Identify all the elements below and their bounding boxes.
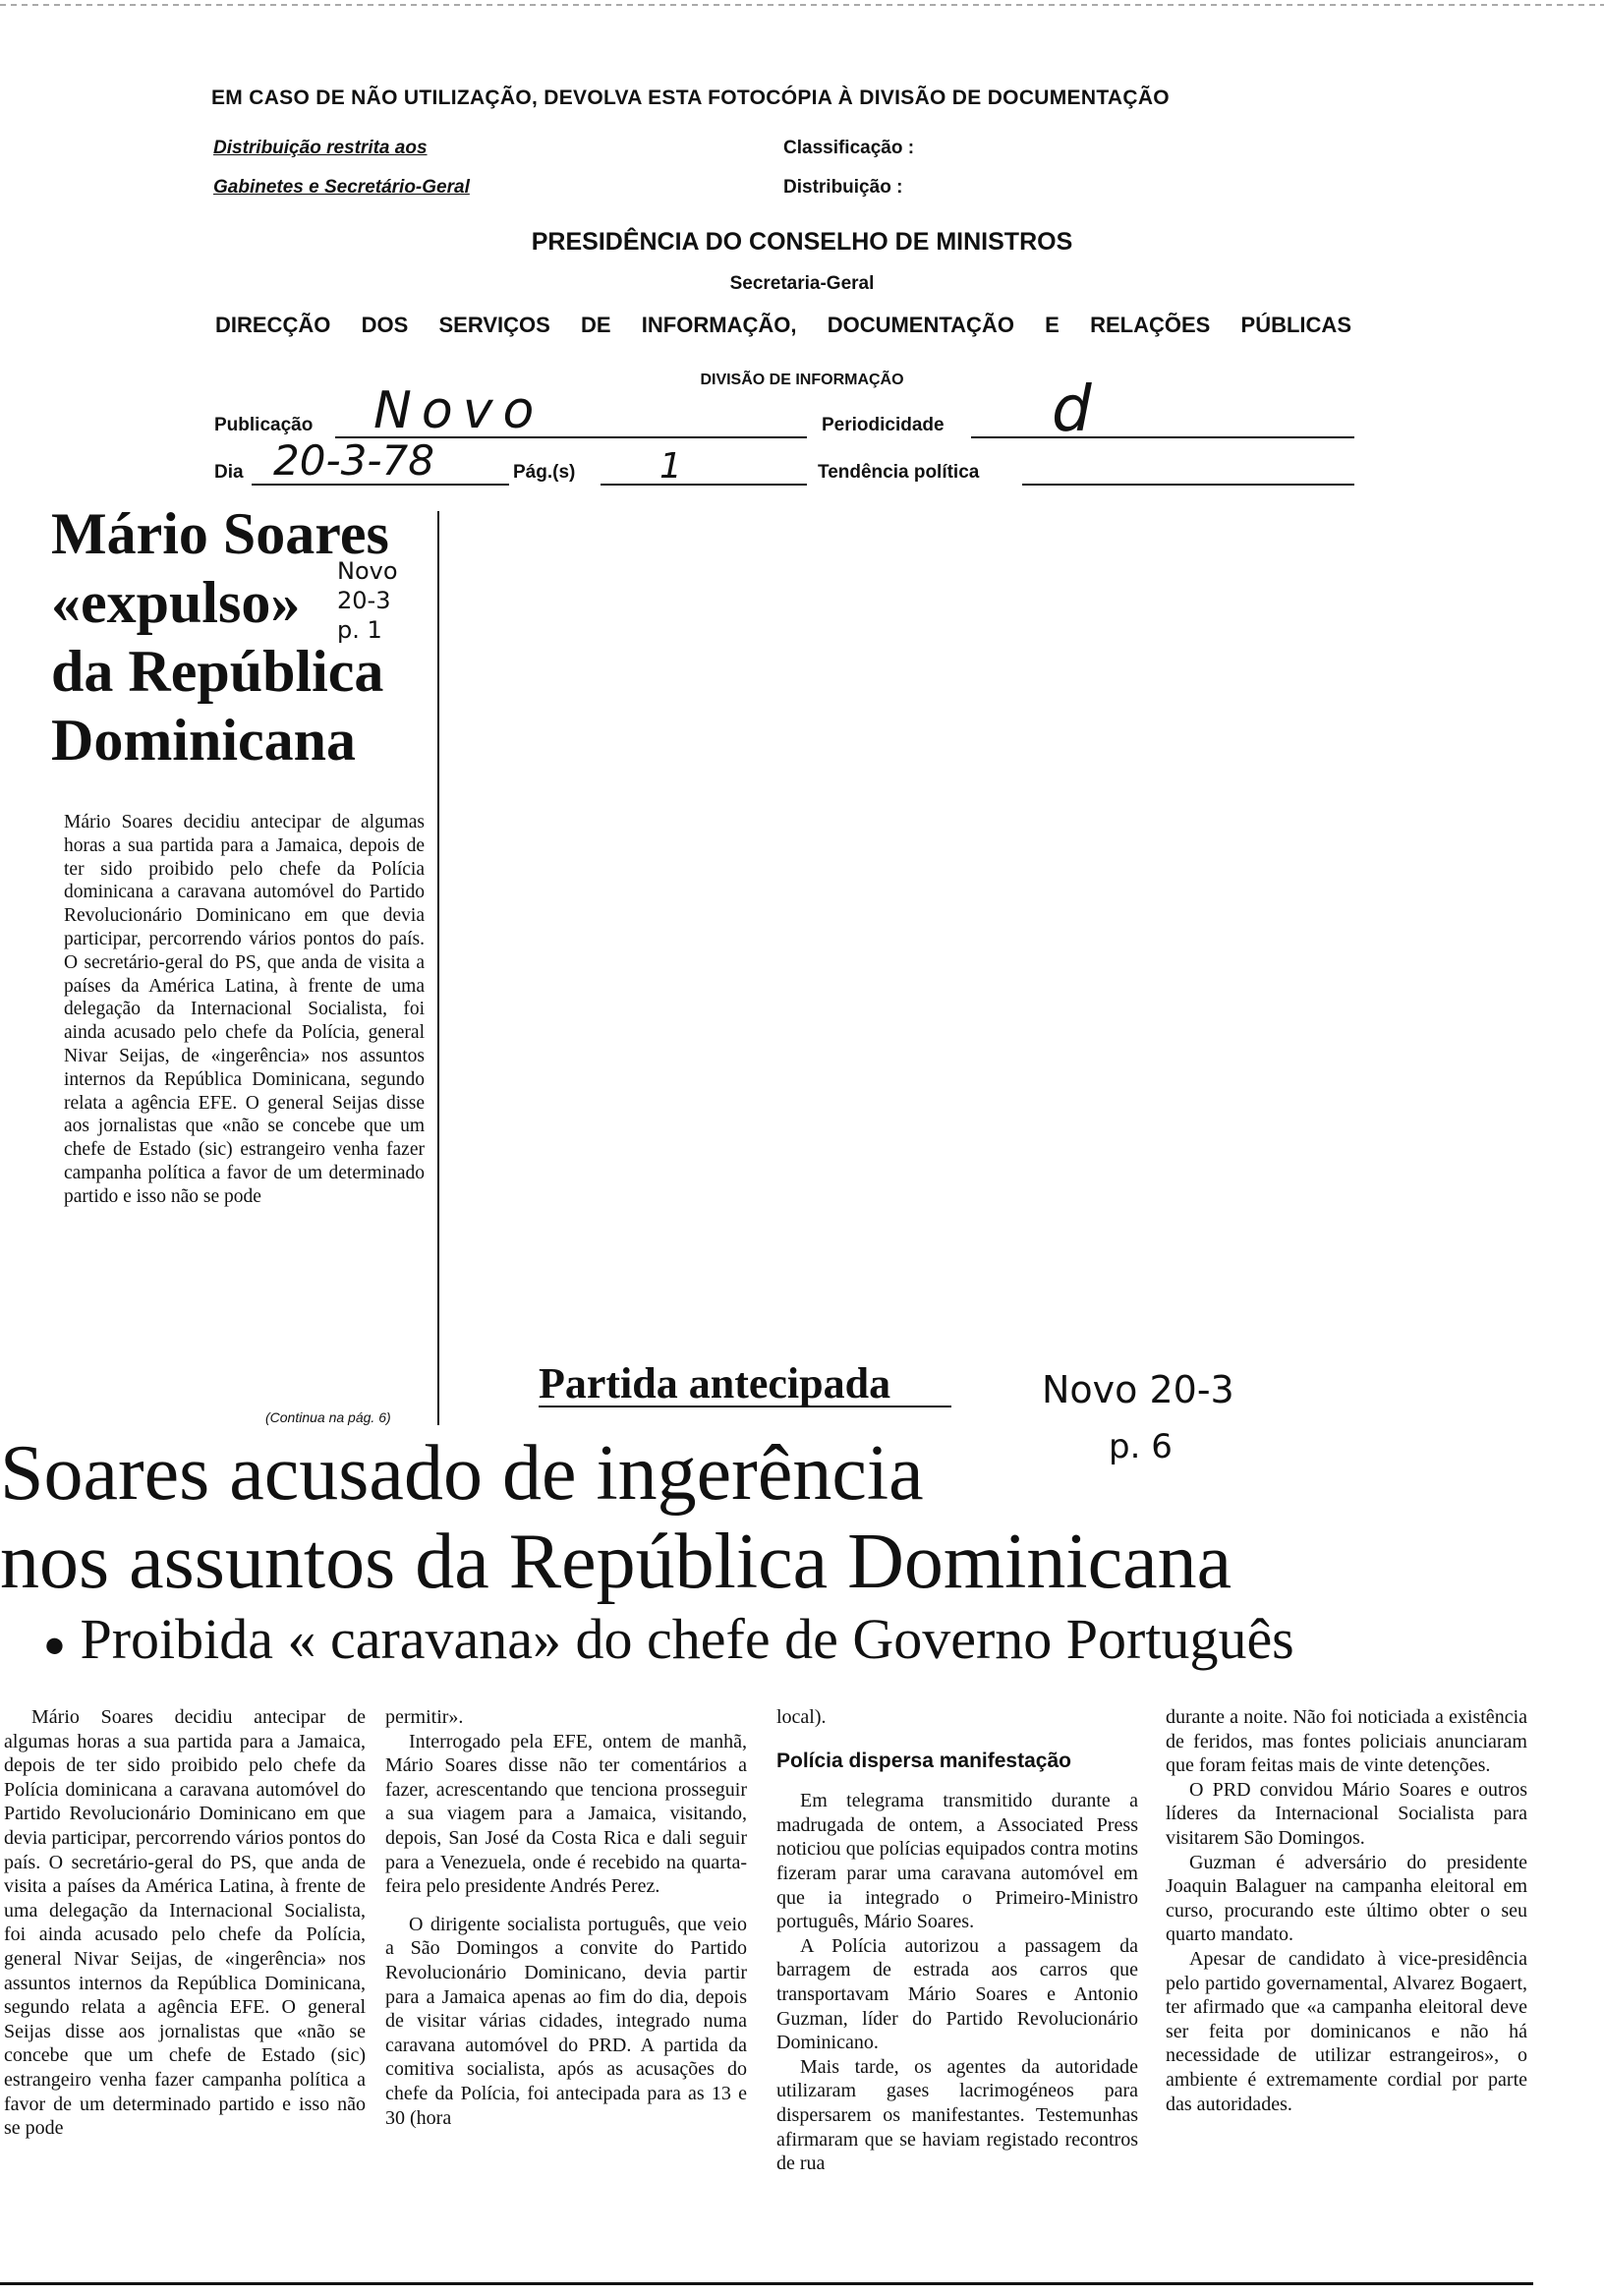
clipping-1-border — [437, 511, 439, 1425]
subheadline-text: Proibida « caravana» do chefe de Governo Português — [80, 1607, 1294, 1671]
pages-field[interactable] — [601, 484, 807, 486]
col3-paragraph-4: Mais tarde, os agentes da autoridade utilizaram gases lacrimogéneos para dispersarem os manifestantes. Testemunhas afirmaram que se haviam registado recontros de rua — [776, 2055, 1138, 2175]
col2-paragraph-2: Interrogado pela EFE, ontem de manhã, Mário Soares disse não ter comentários a fazer, acrescentando que tenciona prosseguir a sua viagem para a Jamaica, visitando, depois, San José da Costa Rica e dali seguir para a Venezuela, onde é recebido na quarta-feira pelo presidente Andrés Perez. — [385, 1730, 747, 1898]
periodicity-label: Periodicidade — [822, 415, 945, 435]
pages-value: 1 — [659, 446, 682, 487]
col2-paragraph-1: permitir». — [385, 1706, 464, 1728]
directorate-title: DIRECÇÃO DOS SERVIÇOS DE INFORMAÇÃO, DOCUMENTAÇÃO E RELAÇÕES PÚBLICAS — [215, 313, 1351, 337]
division-title: DIVISÃO DE INFORMAÇÃO — [700, 372, 904, 388]
day-label: Dia — [214, 462, 244, 483]
restricted-distribution-line1: Distribuição restrita aos — [213, 138, 428, 158]
continued-note: (Continua na pág. 6) — [265, 1409, 391, 1425]
political-tendency-label: Tendência política — [818, 462, 980, 483]
column-3 — [776, 1705, 1138, 2176]
clipping-2-kicker: Partida antecipada — [539, 1359, 891, 1407]
distribution-label: Distribuição : — [783, 177, 903, 198]
political-tendency-field[interactable] — [1022, 484, 1354, 486]
clipping-2-headline-2: nos assuntos da República Dominicana — [0, 1519, 1232, 1605]
clipping-1-paragraph: Mário Soares decidiu antecipar de algumas horas a sua partida para a Jamaica, depois de ter sido proibido pelo chefe da Polícia dominicana a caravana automóvel do Partido Revolucionário Dominicano em que devia participar, percorrendo vários pontos do país. O secretário-geral do PS, que anda de visita a países da América Latina, à frente de uma delegação da Internacional Socialista, foi ainda acusado pelo chefe da Polícia, general Nivar Seijas, de «ingerência» nos assuntos internos da República Dominicana, segundo relata a agência EFE. O general Seijas disse aos jornalistas que «não se concebe que um chefe de Estado (sic) estrangeiro venha fazer campanha política a favor de um determinado partido e isso não se pode — [64, 812, 425, 1207]
clipping-2-annotation-page: p. 6 — [1109, 1427, 1173, 1466]
col3-paragraph-3: A Polícia autorizou a passagem da barragem de estrada aos carros que transportavam Mário Soares e Antonio Guzman, líder do Partido Revolucionário Dominicano. — [776, 1934, 1138, 2054]
publication-label: Publicação — [214, 415, 314, 435]
annotation-pub: Novo — [337, 557, 398, 585]
return-notice: EM CASO DE NÃO UTILIZAÇÃO, DEVOLVA ESTA FOTOCÓPIA À DIVISÃO DE DOCUMENTAÇÃO — [211, 86, 1170, 109]
col3-paragraph-1: local). — [776, 1706, 827, 1728]
headline-line-2: «expulso» — [51, 570, 301, 635]
periodicity-value: d — [1052, 373, 1092, 446]
bullet-icon: ● — [43, 1624, 66, 1666]
clipping-2-subheadline — [43, 1607, 1294, 1678]
pages-label: Pág.(s) — [513, 462, 576, 483]
col2-paragraph-3: O dirigente socialista português, que veio a São Domingos a convite do Partido Revolucionário Dominicano, devia partir para a Jamaica apenas ao fim do dia, depois de visitar várias cidades, integrado numa caravana automóvel do PRD. A partida da comitiva socialista, após as acusações do chefe da Polícia, foi antecipada para as 13 e 30 (hora — [385, 1913, 747, 2129]
annotation-page: p. 1 — [337, 616, 382, 644]
headline-line-1: Mário Soares — [51, 501, 389, 566]
col4-paragraph-2: O PRD convidou Mário Soares e outros líderes da Internacional Socialista para visitarem São Domingos. — [1166, 1778, 1527, 1849]
column-2 — [385, 1705, 747, 2130]
clipping-1-body — [64, 811, 425, 1209]
scan-edge — [0, 4, 1604, 6]
periodicity-field[interactable] — [971, 436, 1354, 438]
col3-subheading: Polícia dispersa manifestação — [776, 1749, 1071, 1772]
clipping-1-annotation — [337, 556, 398, 645]
presidency-title: PRESIDÊNCIA DO CONSELHO DE MINISTROS — [531, 228, 1073, 256]
col4-paragraph-1: durante a noite. Não foi noticiada a existência de feridos, mas fontes policiais anunciaram que foram feitas mais de vinte detenções. — [1166, 1706, 1527, 1777]
secretariat-title: Secretaria-Geral — [729, 273, 875, 294]
publication-value: Novo — [373, 381, 544, 440]
col1-paragraph: Mário Soares decidiu antecipar de algumas horas a sua partida para a Jamaica, depois de ter sido proibido pelo chefe da Polícia dominicana a caravana automóvel do Partido Revolucionário Dominicano em que devia participar, percorrendo vários pontos do país. O secretário-geral do PS, que anda de visita a países da América Latina, à frente de uma delegação da Internacional Socialista, foi ainda acusado pelo chefe da Polícia, general Nivar Seijas, de «ingerência» nos assuntos internos da República Dominicana, segundo relata a agência EFE. O general Seijas disse aos jornalistas que «não se concebe que um chefe de Estado (sic) estrangeiro venha fazer campanha política a favor de um determinado partido e isso não se pode — [4, 1706, 366, 2140]
annotation-date: 20-3 — [337, 587, 391, 614]
column-1 — [4, 1705, 366, 2141]
clipping-2-annotation: Novo 20-3 — [1042, 1368, 1234, 1411]
bottom-rule — [0, 2282, 1533, 2285]
column-4 — [1166, 1705, 1527, 2116]
col3-paragraph-2: Em telegrama transmitido durante a madrugada de ontem, a Associated Press noticiou que polícias equipados contra motins fizeram parar uma caravana automóvel em que ia integrado o Primeiro-Ministro português, Mário Soares. — [776, 1790, 1138, 1933]
day-value: 20-3-78 — [273, 436, 434, 485]
headline-line-3: da República — [51, 639, 384, 704]
clipping-2-headline-1: Soares acusado de ingerência — [0, 1430, 924, 1517]
restricted-distribution-line2: Gabinetes e Secretário-Geral — [213, 177, 470, 198]
col4-paragraph-3: Guzman é adversário do presidente Joaquin Balaguer na campanha eleitoral em curso, procurando este último obter o seu quarto mandato. — [1166, 1851, 1527, 1946]
classification-label: Classificação : — [783, 138, 915, 158]
col4-paragraph-4: Apesar de candidato à vice-presidência pelo partido governamental, Alvarez Bogaert, ter afirmado que «a campanha eleitoral deve ser feita por dominicanos e não há necessidade de utilizar estrangeiros», o ambiente é extremamente cordial por parte das autoridades. — [1166, 1947, 1527, 2115]
headline-line-4: Dominicana — [51, 708, 357, 773]
